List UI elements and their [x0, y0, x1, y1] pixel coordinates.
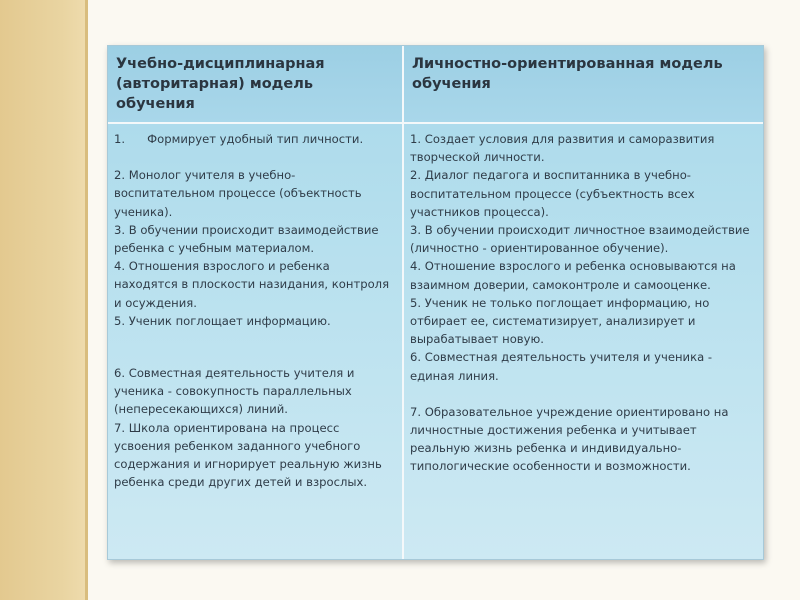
- left-item-4: 4. Отношения взрослого и ребенка находятся в плоскости назидания, контроля и осуждения.: [114, 259, 390, 310]
- left-item-3: 3. В обучении происходит взаимодействие ребенка с учебным материалом.: [114, 222, 379, 256]
- right-item-5: 5. Ученик не только поглощает информацию, но отбирает ее, систематизирует, анализирует и вырабатывает новую.: [410, 295, 710, 347]
- header-personal-oriented-model: Личностно-ориентированная модель обучения: [404, 46, 763, 124]
- right-item-4: 4. Отношение взрослого и ребенка основываются на взаимном доверии, самоконтроле и самооценке.: [410, 259, 736, 292]
- left-item-7: 7. Школа ориентирована на процесс усвоения ребенком заданного учебного содержания и игнорирует реальную жизнь ребенка среди других детей и взрослых.: [114, 420, 382, 490]
- right-item-6: 6. Совместная деятельность учителя и ученика - единая линия.: [410, 350, 713, 383]
- right-item-2: 2. Диалог педагога и воспитанника в учебно-воспитательном процессе (субъектность всех участников процесса).: [410, 168, 695, 219]
- right-item-7: 7. Образовательное учреждение ориентировано на личностные достижения ребенка и учитывает реальную жизнь ребенка и индивидуально-типологические особенности и возможности.: [410, 404, 729, 474]
- left-item-2: 2. Монолог учителя в учебно-воспитательном процессе (объектность ученика).: [114, 168, 362, 219]
- left-item-6: 6. Совместная деятельность учителя и ученика - совокупность параллельных (непересекающихся) линий.: [114, 366, 355, 417]
- right-item-1: 1. Создает условия для развития и саморазвития творческой личности.: [410, 132, 715, 165]
- left-item-5: 5. Ученик поглощает информацию.: [114, 313, 331, 328]
- decorative-side-stripe: [0, 0, 88, 600]
- column-authoritarian-items: [108, 124, 404, 559]
- header-authoritarian-model: Учебно-дисциплинарная (авторитарная) модель обучения: [108, 46, 404, 124]
- right-item-3: 3. В обучении происходит личностное взаимодействие (личностно - ориентированное обучение).: [410, 223, 750, 256]
- column-personal-oriented-items: [404, 124, 763, 559]
- left-item-1: 1. Формирует удобный тип личности.: [114, 132, 364, 146]
- comparison-table: [107, 45, 764, 560]
